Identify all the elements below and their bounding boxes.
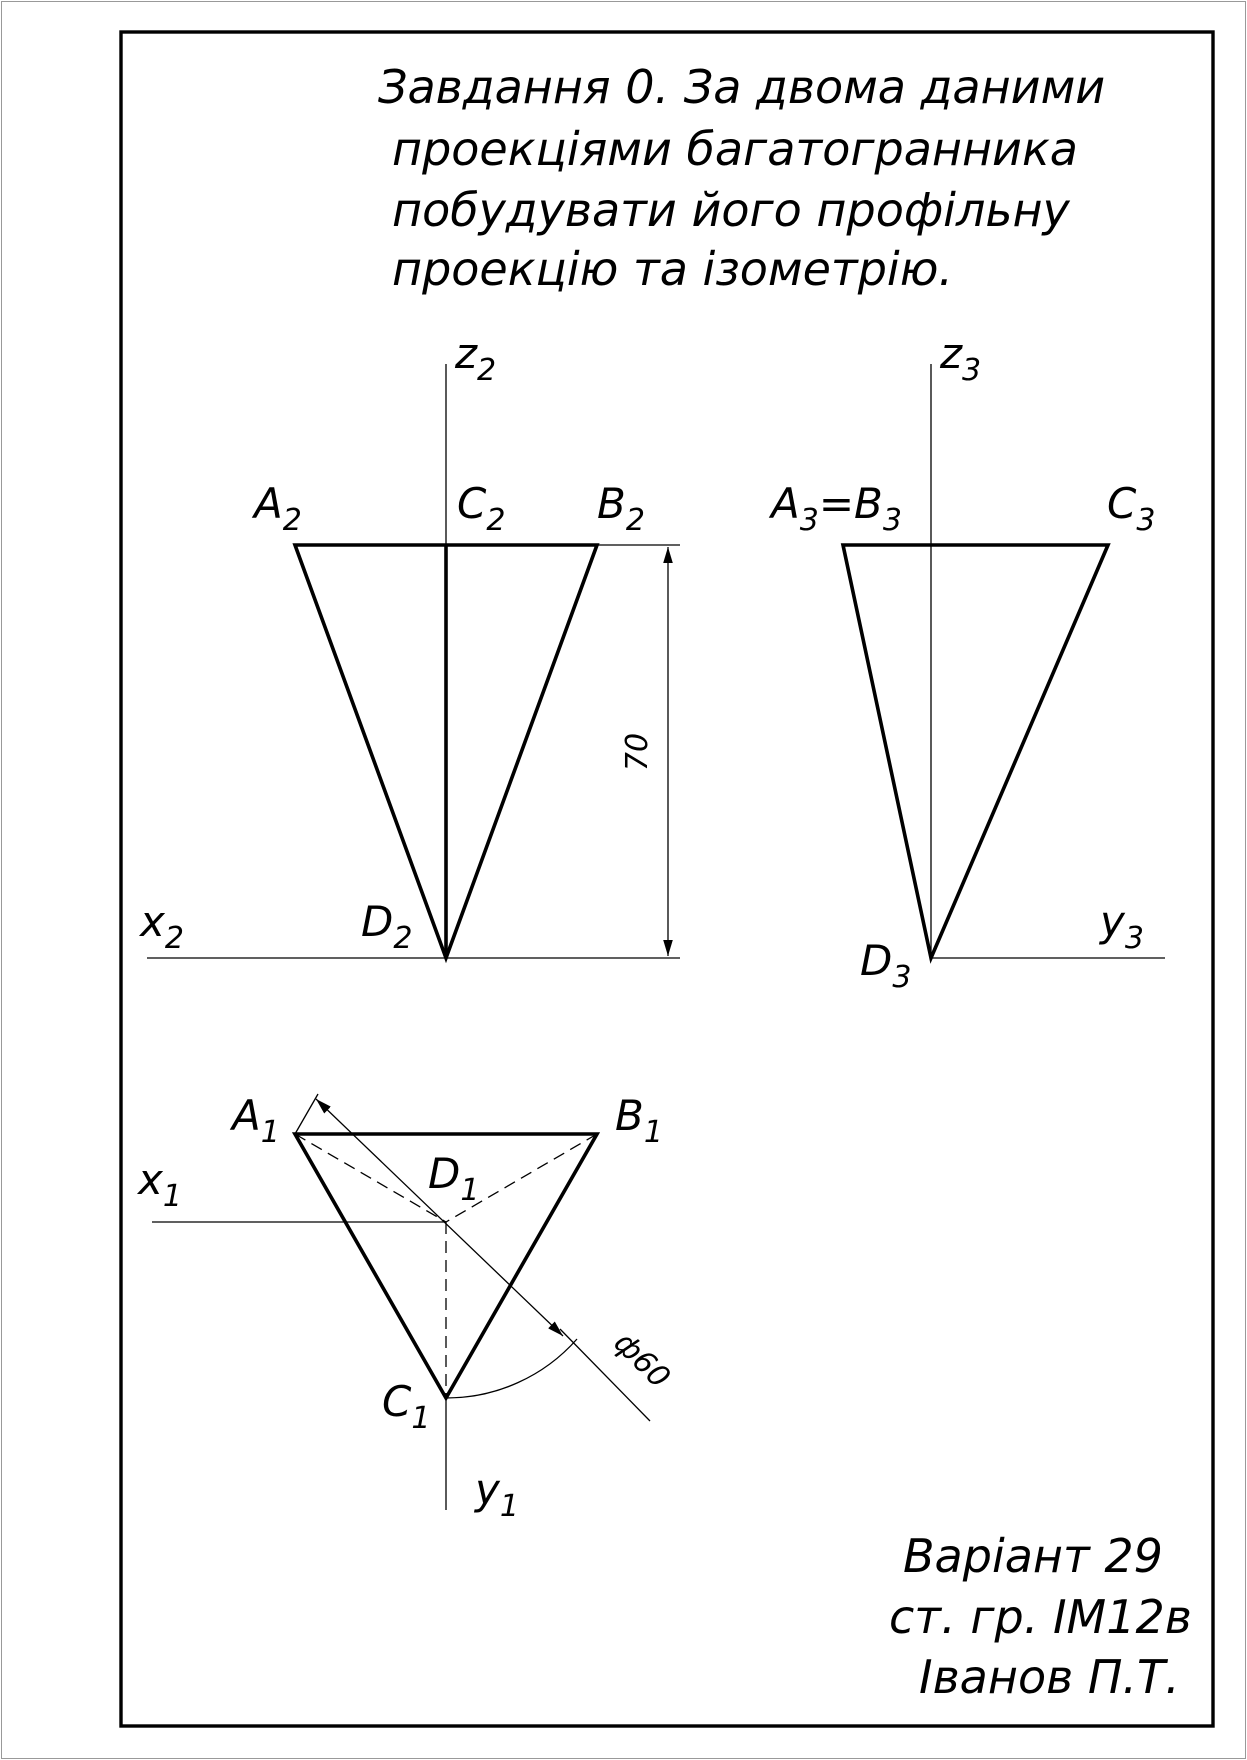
- diameter-extension: [295, 1094, 318, 1134]
- profile-outline: [843, 545, 1108, 958]
- task-statement: [378, 60, 1105, 296]
- stamp: [889, 1529, 1192, 1704]
- label-x2: x2: [140, 897, 184, 956]
- dimension-diameter: ф60: [606, 1325, 677, 1396]
- horizontal-projection: [136, 1091, 677, 1524]
- dimension-70: 70: [620, 732, 655, 772]
- circumscribed-arc: [446, 1339, 577, 1398]
- frontal-projection: [138, 329, 680, 958]
- label-d1: D1: [428, 1149, 480, 1208]
- label-z3: z3: [940, 329, 982, 388]
- label-c2: C2: [457, 479, 506, 538]
- label-d3: D3: [860, 936, 912, 995]
- stamp-group: ст. гр. ІМ12в: [889, 1590, 1192, 1644]
- task-line-3: побудувати його профільну: [392, 183, 1070, 237]
- profile-projection: [768, 329, 1165, 995]
- label-c1: C1: [382, 1377, 431, 1436]
- label-b1: B1: [615, 1091, 663, 1150]
- stamp-author: Іванов П.Т.: [919, 1650, 1180, 1704]
- stamp-variant: Варіант 29: [903, 1529, 1163, 1583]
- label-a2: A2: [254, 479, 302, 538]
- label-y1: y1: [475, 1465, 519, 1524]
- label-c3: C3: [1107, 479, 1156, 538]
- label-y3: y3: [1100, 897, 1144, 956]
- hidden-edge-a1d1: [295, 1134, 446, 1222]
- label-a3-b3: A3=B3: [771, 479, 902, 538]
- task-line-2: проекціями багатогранника: [392, 122, 1078, 176]
- label-b2: B2: [597, 479, 645, 538]
- label-z2: z2: [455, 329, 497, 388]
- label-a1: A1: [232, 1091, 280, 1150]
- task-line-4: проекцію та ізометрію.: [392, 242, 954, 296]
- label-x1: x1: [138, 1155, 182, 1214]
- label-d2: D2: [361, 897, 413, 956]
- task-line-1: Завдання 0. За двома даними: [378, 60, 1106, 114]
